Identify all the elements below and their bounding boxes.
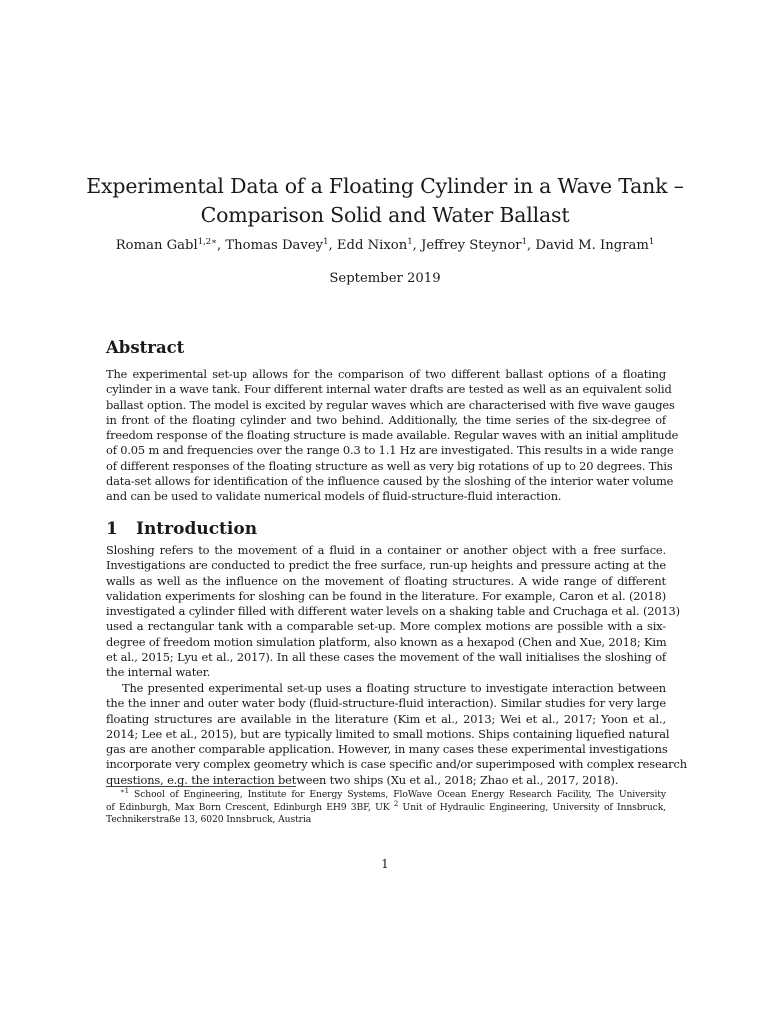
abstract-body — [106, 367, 679, 505]
author-name: Roman Gabl — [115, 238, 198, 253]
body-line: the internal water. — [106, 665, 211, 680]
footnote-mark: ∗1 — [120, 787, 130, 795]
section-title: Introduction — [136, 519, 258, 539]
author-name: Edd Nixon — [336, 238, 408, 253]
body-line: Investigations are conducted to predict the free surface, run-up heights and pressure acting at the — [106, 558, 666, 573]
body-line: Sloshing refers to the movement of a fluid in a container or another object with a free surface. — [106, 543, 666, 557]
footnote-text: Unit of Hydraulic Engineering, University of Innsbruck, — [402, 801, 666, 813]
introduction-paragraph-2 — [106, 681, 687, 788]
body-line: validation experiments for sloshing can be found in the literature. For example, Caron et al. (2018) — [106, 588, 666, 603]
footnote-line — [106, 789, 666, 802]
page-number: 1 — [381, 857, 389, 871]
footnote-affiliation-mark: 2 — [393, 799, 399, 808]
author-affiliation: 1 — [407, 237, 413, 247]
body-line: gas are another comparable application. However, in many cases these experimental investigations — [106, 742, 668, 757]
footnote-line — [106, 799, 666, 815]
body-line: degree of freedom motion simulation platform, also known as a hexapod (Chen and Xue, 2018; Kim — [106, 634, 667, 649]
abstract-line: ballast option. The model is excited by regular waves which are characterised with five wave gauges — [106, 397, 675, 412]
footnote-divider — [106, 786, 296, 787]
abstract-line: of different responses of the floating structure as well as very big rotations of up to 20 degrees. This — [106, 458, 673, 473]
body-line: The presented experimental set-up uses a floating structure to investigate interaction between — [122, 681, 666, 695]
title-line-2: Comparison Solid and Water Ballast — [200, 203, 570, 227]
publication-date: September 2019 — [329, 271, 441, 286]
paper-title — [60, 172, 710, 230]
abstract-line: of 0.05 m and frequencies over the range 0.3 to 1.1 Hz are investigated. This results in a wide range — [106, 443, 674, 458]
abstract-line: in front of the floating cylinder and two behind. Additionally, the time series of the six-degree of — [106, 412, 666, 427]
abstract-line: and can be used to validate numerical models of fluid-structure-fluid interaction. — [106, 489, 562, 504]
affiliation-footnote — [106, 789, 666, 827]
section-number: 1 — [106, 519, 118, 539]
abstract-line: freedom response of the floating structure is made available. Regular waves with an initial amplitude — [106, 428, 679, 443]
abstract-heading: Abstract — [106, 338, 185, 357]
footnote-line: Technikerstraße 13, 6020 Innsbruck, Austria — [106, 814, 312, 826]
author-name: David M. Ingram — [535, 238, 649, 253]
author-affiliation: 1 — [323, 237, 329, 247]
author-affiliation: 1,2 — [197, 237, 212, 247]
introduction-paragraph-1 — [106, 543, 680, 681]
body-line: et al., 2015; Lyu et al., 2017). In all these cases the movement of the wall initialises the sloshing of — [106, 650, 666, 665]
author-name: Jeffrey Steynor — [421, 238, 522, 253]
section-heading-introduction — [106, 519, 257, 539]
author-name: Thomas Davey — [225, 238, 324, 253]
title-line-1: Experimental Data of a Floating Cylinder in a Wave Tank – — [86, 174, 684, 198]
body-line: 2014; Lee et al., 2015), but are typically limited to small motions. Ships containing liquefied natural — [106, 726, 670, 741]
author-affiliation: 1 — [648, 237, 655, 247]
footnote-text: of Edinburgh, Max Born Crescent, Edinburgh EH9 3BF, UK — [106, 801, 390, 813]
abstract-line: data-set allows for identification of the influence caused by the sloshing of the interior water volume — [106, 474, 674, 489]
author-affiliation: 1 — [521, 237, 528, 247]
corresponding-author-mark: ∗ — [211, 237, 217, 247]
body-line: the the inner and outer water body (fluid-structure-fluid interaction). Similar studies for very large — [106, 696, 666, 711]
body-line: floating structures are available in the literature (Kim et al., 2013; Wei et al., 2017; Yoon et al., — [106, 711, 666, 726]
author-list: Roman Gabl$^{1,2∗}$, Thomas Davey$^1$, Edd Nixon$^1$, Jeffrey Steynor$^1$, David M. Ingram$^1$ — [115, 237, 655, 253]
body-line: used a rectangular tank with a comparable set-up. More complex motions are possible with a six- — [106, 619, 666, 634]
body-line: questions, e.g. the interaction between two ships (Xu et al., 2018; Zhao et al., 2017, 2018). — [106, 772, 619, 787]
body-line: walls as well as the influence on the movement of floating structures. A wide range of different — [106, 573, 666, 588]
abstract-line: cylinder in a wave tank. Four different internal water drafts are tested as well as an equivalent solid — [106, 382, 672, 397]
abstract-line: The experimental set-up allows for the comparison of two different ballast options of a floating — [106, 367, 666, 381]
body-line: investigated a cylinder filled with different water levels on a shaking table and Cruchaga et al. (2013) — [106, 604, 680, 619]
body-line: incorporate very complex geometry which is case specific and/or superimposed with complex research — [106, 757, 687, 772]
footnote-text: School of Engineering, Institute for Energy Systems, FloWave Ocean Energy Research Facility, The University — [134, 789, 666, 800]
